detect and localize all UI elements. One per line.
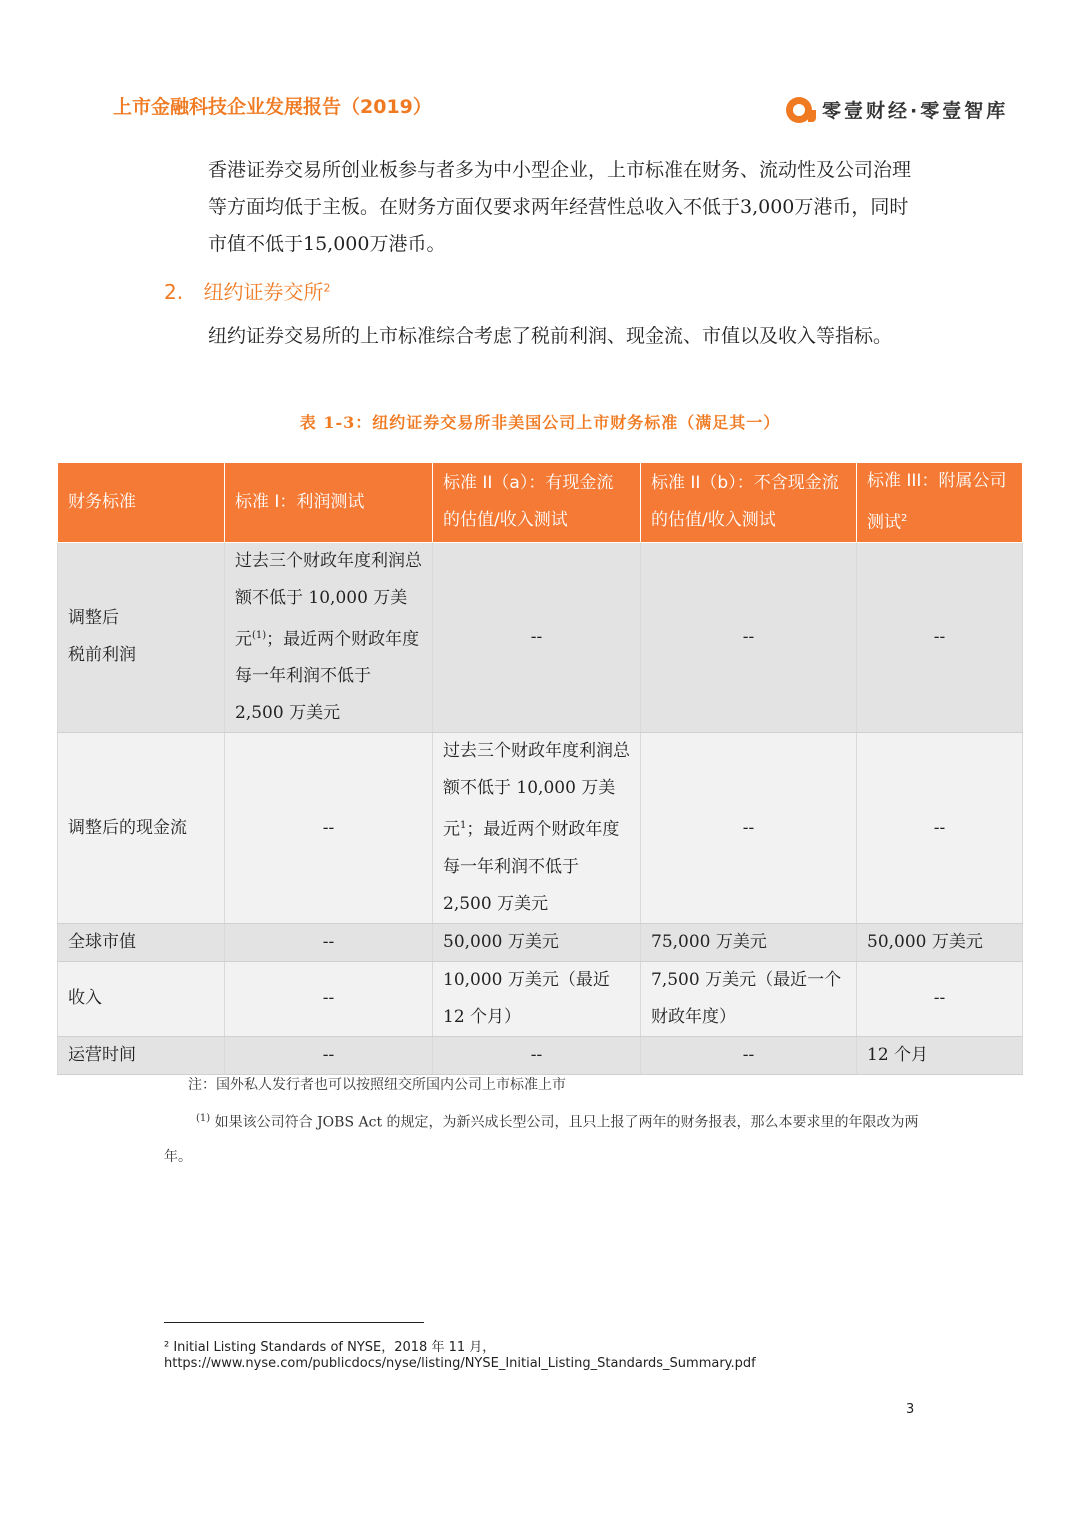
table-row [58,961,1023,1036]
section-title: 纽约证券交所 [203,280,324,304]
cell-text: 过去三个财政年度利润总额不低于 10,000 万美元 [235,550,422,650]
table-cell: -- [433,1036,641,1074]
table-cell: -- [641,542,857,733]
brand [786,96,1008,123]
column-header: 标准 II（a）：有现金流的估值/收入测试 [433,463,641,543]
table-cell: 12 个月 [857,1036,1023,1074]
cell-text: 过去三个财政年度利润总额不低于 10,000 万美元 [443,741,630,840]
table-cell: -- [225,1036,433,1074]
row-label: 运营时间 [58,1036,225,1074]
table-cell: 10,000 万美元（最近 12 个月） [433,961,641,1036]
column-header: 标准 II（b）：不含现金流的估值/收入测试 [641,463,857,543]
table-cell: -- [857,542,1023,733]
footnote-ref: (1) [196,1113,211,1124]
table-cell: -- [225,961,433,1036]
header-text: 标准 III：附属公司测试 [867,471,1007,533]
table-cell: -- [433,542,641,733]
report-title: 上市金融科技企业发展报告（2019） [113,96,432,118]
cell-text: ；最近两个财政年度每一年利润不低于 2,500 万美元 [235,629,420,724]
row-label: 全球市值 [58,923,225,961]
table-note: 注：国外私人发行者也可以按照纽交所国内公司上市标准上市 [188,1077,566,1093]
table-cell [433,733,641,924]
table-cell: -- [225,923,433,961]
table-cell: 75,000 万美元 [641,923,857,961]
brand-logo-icon [786,97,812,123]
section-number: 2. [164,280,184,304]
table-cell: 50,000 万美元 [857,923,1023,961]
listing-standards-table [57,462,1023,1075]
table-cell: 50,000 万美元 [433,923,641,961]
footnote-text: ² Initial Listing Standards of NYSE，2018 年 11 月， [164,1340,496,1355]
footnote-ref: 2 [323,281,331,295]
column-header [857,463,1023,543]
table-cell: -- [641,733,857,924]
footnote-ref: 2 [901,513,908,524]
paragraph-nyse [164,318,924,355]
page-number: 3 [906,1402,915,1417]
note-text: 如果该公司符合 JOBS Act 的规定，为新兴成长型公司，且只上报了两年的财务报表，那么本要求里的年限改为两年。 [164,1114,919,1165]
footnote-ref: 1 [460,820,467,832]
table-cell: -- [225,733,433,924]
table-row [58,733,1023,924]
footnote-url: https://www.nyse.com/publicdocs/nyse/listing/NYSE_Initial_Listing_Standards_Summary.pdf [164,1356,756,1371]
paragraph-text: 香港证券交易所创业板参与者多为中小型企业，上市标准在财务、流动性及公司治理等方面均低于主板。在财务方面仅要求两年经营性总收入不低于3,000万港币，同时市值不低于15,000万港币。 [208,159,912,255]
table-header-row [58,463,1023,543]
column-header: 标准 I：利润测试 [225,463,433,543]
footnote-ref: (1) [252,629,267,641]
table-cell: -- [857,733,1023,924]
table-cell [225,542,433,733]
table-caption: 表 1-3：纽约证券交易所非美国公司上市财务标准（满足其一） [299,413,781,432]
paragraph-text: 纽约证券交易所的上市标准综合考虑了税前利润、现金流、市值以及收入等指标。 [208,325,893,347]
table-cell: -- [641,1036,857,1074]
table-row [58,542,1023,733]
brand-name: 零壹财经·零壹智库 [822,100,1009,122]
table-row [58,923,1023,961]
row-label: 调整后的现金流 [58,733,225,924]
table-cell: -- [857,961,1023,1036]
cell-text: ；最近两个财政年度每一年利润不低于 2,500 万美元 [443,819,620,914]
row-label: 调整后 税前利润 [58,542,225,733]
row-label: 收入 [58,961,225,1036]
table-cell: 7,500 万美元（最近一个财政年度） [641,961,857,1036]
paragraph-hkex [164,152,924,263]
column-header: 财务标准 [58,463,225,543]
section-heading [164,276,330,305]
footnote-divider [164,1322,424,1323]
table-note [164,1102,924,1174]
